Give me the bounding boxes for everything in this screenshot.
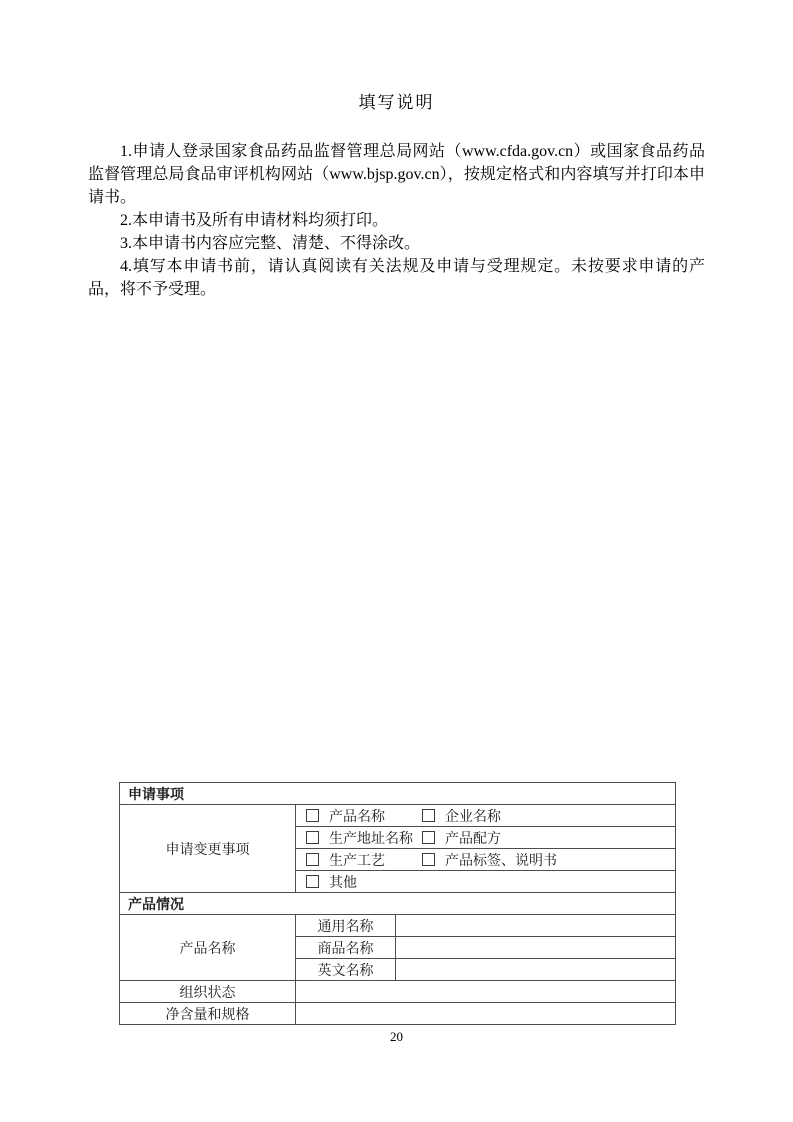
application-form-table <box>119 782 676 1025</box>
product-name-label-cell: 产品名称 <box>120 915 296 981</box>
instruction-paragraph-4: 4.填写本申请书前，请认真阅读有关法规及申请与受理规定。未按要求申请的产品，将不予受理。 <box>88 258 705 298</box>
checkbox-label: 其他 <box>329 875 357 891</box>
trade-name-value-cell[interactable] <box>396 937 676 959</box>
trade-name-label-cell: 商品名称 <box>296 937 396 959</box>
table-row <box>120 981 676 1003</box>
generic-name-label-cell: 通用名称 <box>296 915 396 937</box>
checkbox-label: 生产地址名称 <box>329 831 413 847</box>
checkbox-production-process[interactable] <box>306 853 319 866</box>
net-content-value-cell[interactable] <box>296 1003 676 1025</box>
checkbox-label-instructions[interactable] <box>422 853 435 866</box>
checkbox-label: 产品配方 <box>445 831 501 847</box>
checkbox-label: 企业名称 <box>445 809 501 825</box>
page-title: 填写说明 <box>358 93 435 112</box>
table-row <box>120 915 676 937</box>
checkbox-product-name[interactable] <box>306 809 319 822</box>
organization-state-label-cell: 组织状态 <box>120 981 296 1003</box>
section-header-application-items: 申请事项 <box>120 783 676 805</box>
instruction-paragraph-1: 1.申请人登录国家食品药品监督管理总局网站（www.cfda.gov.cn）或国家食品药品监督管理总局食品审评机构网站（www.bjsp.gov.cn），按规定格式和内容填写并打印本申请书。 <box>88 143 705 206</box>
checkbox-row-2 <box>296 827 676 849</box>
generic-name-value-cell[interactable] <box>396 915 676 937</box>
table-row <box>120 893 676 915</box>
checkbox-label: 生产工艺 <box>329 853 385 869</box>
checkbox-label: 产品名称 <box>329 809 385 825</box>
checkbox-row-4 <box>296 871 676 893</box>
page-number: 20 <box>390 1029 403 1044</box>
english-name-value-cell[interactable] <box>396 959 676 981</box>
table-row <box>120 1003 676 1025</box>
organization-state-value-cell[interactable] <box>296 981 676 1003</box>
checkbox-company-name[interactable] <box>422 809 435 822</box>
instructions-block <box>88 140 705 301</box>
table-row <box>120 805 676 827</box>
checkbox-row-1 <box>296 805 676 827</box>
checkbox-production-address[interactable] <box>306 831 319 844</box>
checkbox-product-formula[interactable] <box>422 831 435 844</box>
checkbox-row-3 <box>296 849 676 871</box>
checkbox-other[interactable] <box>306 875 319 888</box>
change-items-label-cell: 申请变更事项 <box>120 805 296 893</box>
instruction-paragraph-2: 2.本申请书及所有申请材料均须打印。 <box>120 212 389 229</box>
table-row <box>120 783 676 805</box>
instruction-paragraph-3: 3.本申请书内容应完整、清楚、不得涂改。 <box>120 235 421 252</box>
english-name-label-cell: 英文名称 <box>296 959 396 981</box>
checkbox-label: 产品标签、说明书 <box>445 853 557 869</box>
section-header-product-info: 产品情况 <box>120 893 676 915</box>
net-content-label-cell: 净含量和规格 <box>120 1003 296 1025</box>
